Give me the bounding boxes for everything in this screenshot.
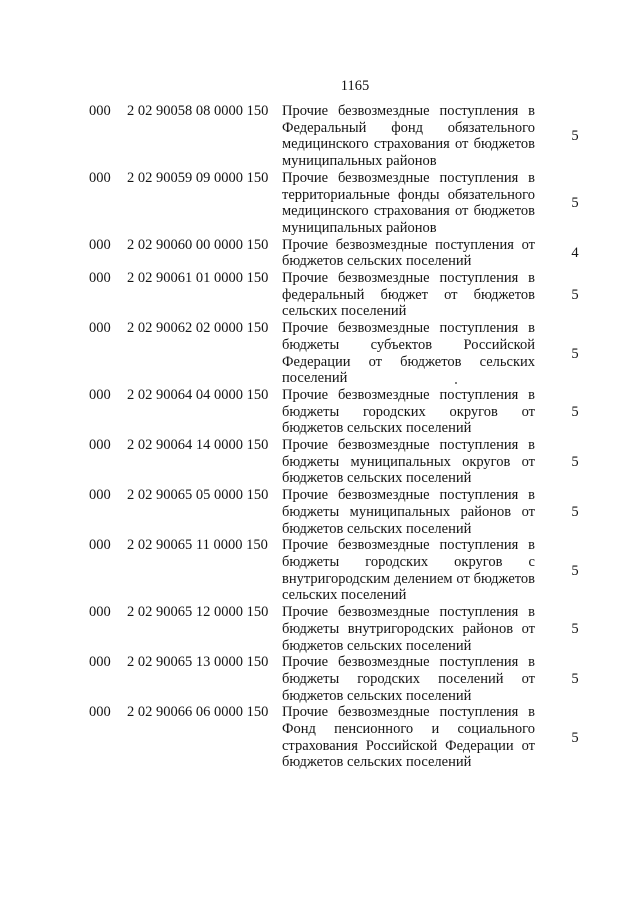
admin-code: 000 xyxy=(89,654,111,671)
description: Прочие безвозмездные поступления в бюджеты городских поселений от бюджетов сельских поселений xyxy=(282,654,535,704)
table-row xyxy=(0,704,640,771)
description: Прочие безвозмездные поступления в бюджеты субъектов Российской Федерации от бюджетов сельских поселений xyxy=(282,320,535,387)
description: Прочие безвозмездные поступления от бюджетов сельских поселений xyxy=(282,236,535,270)
budget-code: 2 02 90065 11 0000 150 xyxy=(127,537,268,554)
budget-code: 2 02 90065 13 0000 150 xyxy=(127,654,269,671)
description: Прочие безвозмездные поступления в Федеральный фонд обязательного медицинского страхования от бюджетов муниципальных районов xyxy=(282,103,535,170)
budget-code: 2 02 90064 14 0000 150 xyxy=(127,437,269,454)
budget-code: 2 02 90062 02 0000 150 xyxy=(127,320,269,337)
value: 5 xyxy=(571,287,579,304)
value: 5 xyxy=(571,128,579,145)
value: 5 xyxy=(571,345,579,362)
budget-code: 2 02 90064 04 0000 150 xyxy=(127,386,269,403)
value: 5 xyxy=(571,195,579,212)
admin-code: 000 xyxy=(89,604,111,621)
description: Прочие безвозмездные поступления в территориальные фонды обязательного медицинского страхования от бюджетов муниципальных районов xyxy=(282,169,535,236)
budget-code-table xyxy=(0,103,640,771)
budget-code: 2 02 90060 00 0000 150 xyxy=(127,236,269,253)
table-row xyxy=(0,270,640,320)
value: 5 xyxy=(571,621,579,638)
table-row xyxy=(0,654,640,704)
value: 5 xyxy=(571,671,579,688)
admin-code: 000 xyxy=(89,487,111,504)
description: Прочие безвозмездные поступления в Фонд пенсионного и социального страхования Российской Федерации от бюджетов сельских поселений xyxy=(282,704,535,771)
value: 4 xyxy=(571,245,579,262)
table-row xyxy=(0,537,640,604)
table-row xyxy=(0,320,640,387)
value: 5 xyxy=(571,404,579,420)
scan-speck xyxy=(455,382,457,384)
admin-code: 000 xyxy=(89,386,111,403)
table-row xyxy=(0,604,640,654)
table-row xyxy=(0,103,640,170)
table-row xyxy=(0,237,640,270)
admin-code: 000 xyxy=(89,236,111,253)
table-row xyxy=(0,487,640,537)
admin-code: 000 xyxy=(89,270,111,287)
admin-code: 000 xyxy=(89,437,111,454)
value: 5 xyxy=(571,729,579,746)
description: Прочие безвозмездные поступления в бюджеты муниципальных округов от бюджетов сельских поселений xyxy=(282,437,535,487)
value: 5 xyxy=(571,504,579,521)
description: Прочие безвозмездные поступления в бюджеты муниципальных районов от бюджетов сельских поселений xyxy=(282,487,535,537)
value: 5 xyxy=(571,454,579,471)
budget-code: 2 02 90065 05 0000 150 xyxy=(127,487,269,504)
admin-code: 000 xyxy=(89,169,111,186)
admin-code: 000 xyxy=(89,103,111,119)
description: Прочие безвозмездные поступления в федеральный бюджет от бюджетов сельских поселений xyxy=(282,270,535,320)
budget-code: 2 02 90061 01 0000 150 xyxy=(127,270,269,287)
page-number: 1165 xyxy=(340,78,370,94)
table-row xyxy=(0,170,640,237)
budget-code: 2 02 90066 06 0000 150 xyxy=(127,704,269,721)
description: Прочие безвозмездные поступления в бюджеты внутригородских районов от бюджетов сельских поселений xyxy=(282,604,535,654)
budget-code: 2 02 90059 09 0000 150 xyxy=(127,169,269,186)
admin-code: 000 xyxy=(89,537,111,554)
value: 5 xyxy=(571,562,579,579)
description: Прочие безвозмездные поступления в бюджеты городских округов от бюджетов сельских поселений xyxy=(282,386,535,437)
description: Прочие безвозмездные поступления в бюджеты городских округов с внутригородским делением от бюджетов сельских поселений xyxy=(282,537,535,604)
budget-code: 2 02 90065 12 0000 150 xyxy=(127,604,269,621)
table-row xyxy=(0,387,640,437)
budget-code: 2 02 90058 08 0000 150 xyxy=(127,103,269,119)
admin-code: 000 xyxy=(89,320,111,337)
admin-code: 000 xyxy=(89,704,111,721)
table-row xyxy=(0,437,640,487)
